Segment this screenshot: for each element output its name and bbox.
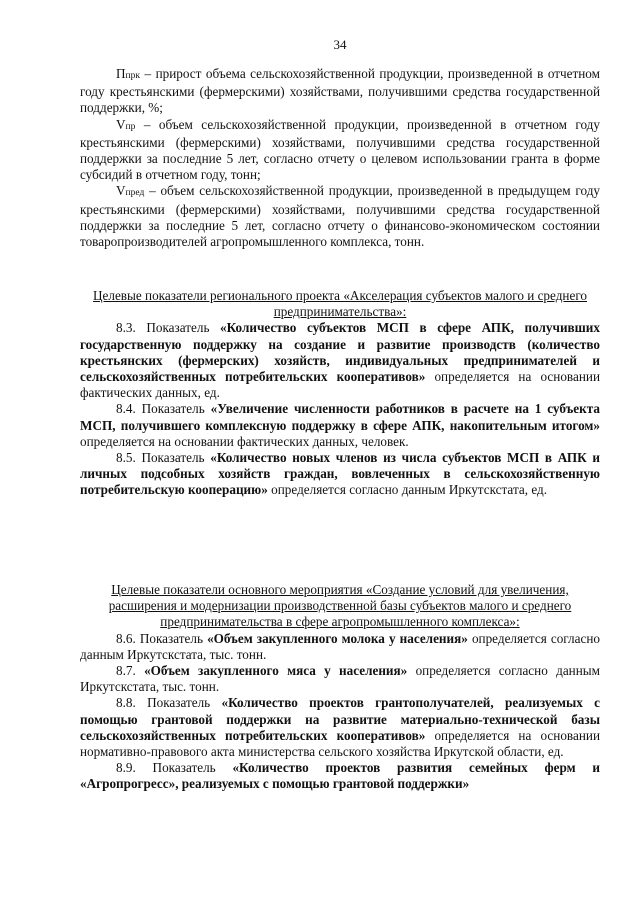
definition-symbol: V xyxy=(116,116,126,132)
page-number: 34 xyxy=(333,37,347,52)
indicator-title: «Количество проектов развития семейных ферм и «Агропрогресс», реализуемых с помощью грантовой поддержки» xyxy=(80,760,600,792)
definition-symbol: V xyxy=(116,183,126,199)
definition-subscript: пред xyxy=(125,188,145,199)
indicator-lead: 8.8. Показатель xyxy=(116,695,222,711)
indicator-lead: 8.5. Показатель xyxy=(116,450,211,466)
indicator-lead: 8.3. Показатель xyxy=(116,320,221,336)
definitions-block xyxy=(80,66,600,250)
indicator-title: «Увеличение численности работников в расчете на 1 субъекта МСП, получившего комплексную поддержку в сфере АПК, накопительным итогом» xyxy=(80,401,600,433)
definition-text: – объем сельскохозяйственной продукции, произведенной в предыдущем году крестьянскими (фермерскими) хозяйствами, получившими средства государственной поддержки за последние 5 лет, согласно отчету о финансово-экономическом состоянии товаропроизводителей агропромышленного комплекса, тонн. xyxy=(80,183,600,250)
indicator-tail: определяется согласно данным Иркутскстата, ед. xyxy=(267,482,548,498)
section-heading: Целевые показатели основного мероприятия «Создание условий для увеличения, расширения и модернизации производственной базы субъектов малого и среднего предпринимательства в сфере агропромышленного комплекса»: xyxy=(108,582,572,630)
definition-vpred xyxy=(80,183,600,250)
section-heading: Целевые показатели регионального проекта «Акселерация субъектов малого и среднего предпринимательства»: xyxy=(92,288,587,320)
indicator-tail: определяется согласно данным Иркутскстата, тыс. тонн. xyxy=(80,630,600,662)
indicator-lead: 8.6. Показатель xyxy=(116,630,208,646)
section-main-measure xyxy=(80,582,600,793)
indicator-tail: определяется на основании нормативно-правового акта министерства сельского хозяйства Иркутской области, ед. xyxy=(80,727,600,760)
indicator-title: «Объем закупленного молока у населения» xyxy=(207,630,468,646)
section-regional-project xyxy=(80,288,600,499)
indicator-tail: определяется на основании фактических данных, человек. xyxy=(80,433,409,449)
indicator-8-8 xyxy=(80,695,600,760)
indicator-tail: определяется на основании фактических данных, ед. xyxy=(80,369,600,401)
indicator-title: «Количество субъектов МСП в сфере АПК, получивших государственную поддержку на создание и развитие производств (количество крестьянских (фермерских) хозяйств, индивидуальных предпринимателей и сельскохозяйственных потребительских кооперативов» xyxy=(80,320,600,385)
definition-symbol: П xyxy=(116,66,126,81)
definition-subscript: пр xyxy=(125,121,136,132)
indicator-8-3 xyxy=(80,320,600,401)
indicator-8-6 xyxy=(80,631,600,663)
indicator-8-7 xyxy=(80,663,600,695)
definition-vpr xyxy=(80,117,600,184)
indicator-title: «Количество новых членов из числа субъектов МСП в АПК и личных подсобных хозяйств граждан, вовлеченных в сельскохозяйственную потребительскую кооперацию» xyxy=(80,450,600,498)
indicator-lead: 8.9. Показатель xyxy=(116,760,233,776)
indicator-title: «Количество проектов грантополучателей, реализуемых с помощью грантовой поддержки на развитие материально-технической базы сельскохозяйственных потребительских кооперативов» xyxy=(80,695,600,743)
definition-pprk xyxy=(80,66,600,117)
indicator-title: «Объем закупленного мяса у населения» xyxy=(144,663,408,679)
indicator-lead: 8.7. xyxy=(116,663,145,679)
definition-text: – объем сельскохозяйственной продукции, произведенной в отчетном году крестьянскими (фермерскими) хозяйствами, получившими средства государственной поддержки за последние 5 лет, согласно отчету о целевом использовании гранта в форме субсидий в отчетном году, тонн; xyxy=(80,116,600,183)
indicator-8-4 xyxy=(80,401,600,450)
indicator-lead: 8.4. Показатель xyxy=(116,401,211,417)
indicator-8-5 xyxy=(80,450,600,499)
indicator-tail: определяется согласно данным Иркутскстата, тыс. тонн. xyxy=(80,663,600,695)
definition-text: – прирост объема сельскохозяйственной продукции, произведенной в отчетном году крестьянскими (фермерскими) хозяйствами, получившими средства государственной поддержки, %; xyxy=(80,66,600,116)
definition-subscript: прк xyxy=(125,71,140,81)
indicator-8-9 xyxy=(80,760,600,792)
